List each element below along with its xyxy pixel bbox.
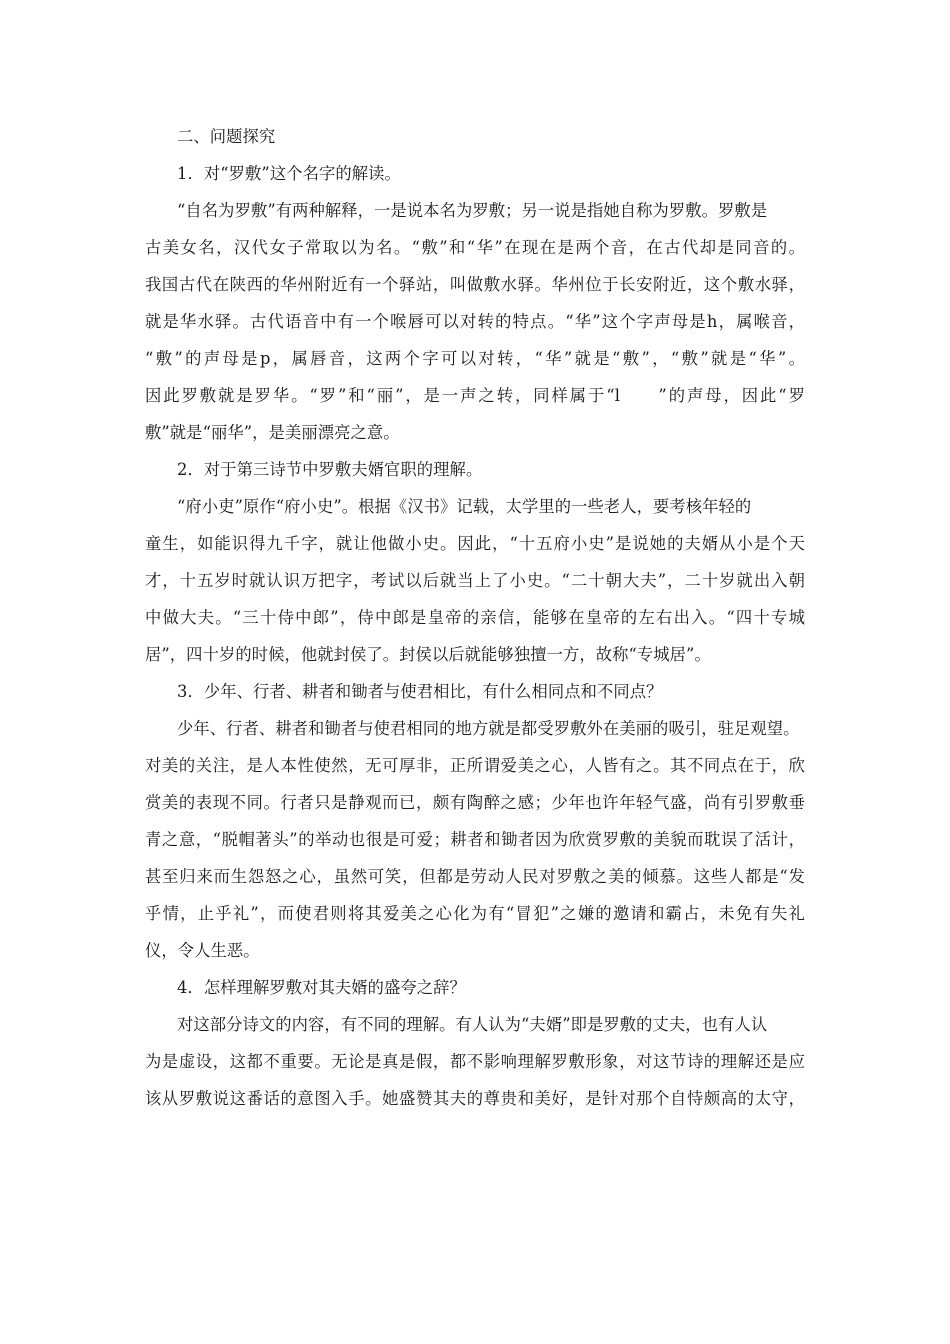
paragraph-line: 中做大夫。“三十侍中郎”，侍中郎是皇帝的亲信，能够在皇帝的左右出入。“四十专城 bbox=[145, 608, 805, 627]
paragraph-line: 乎情，止乎礼”，而使君则将其爱美之心化为有“冒犯”之嫌的邀请和霸占，未免有失礼 bbox=[145, 904, 805, 923]
question-3-answer bbox=[145, 710, 805, 969]
paragraph-line: 敷”就是“丽华”，是美丽漂亮之意。 bbox=[145, 423, 400, 442]
paragraph-line: “府小吏”原作“府小史”。根据《汉书》记载，太学里的一些老人，要考核年轻的 bbox=[177, 497, 752, 516]
paragraph-line: 甚至归来而生怨怒之心，虽然可笑，但都是劳动人民对罗敷之美的倾慕。这些人都是“发 bbox=[145, 867, 805, 886]
paragraph-line: 我国古代在陕西的华州附近有一个驿站，叫做敷水驿。华州位于长安附近，这个敷水驿， bbox=[145, 275, 805, 294]
question-1-title: 1．对“罗敷”这个名字的解读。 bbox=[177, 164, 401, 183]
section-heading: 二、问题探究 bbox=[177, 127, 276, 146]
paragraph-line: 古美女名，汉代女子常取以为名。“敷”和“华”在现在是两个音，在古代却是同音的。 bbox=[145, 238, 805, 257]
question-3-title: 3．少年、行者、耕者和锄者与使君相比，有什么相同点和不同点？ bbox=[177, 682, 663, 701]
question-2-answer bbox=[145, 488, 805, 673]
question-1-answer bbox=[145, 192, 805, 451]
paragraph-line: 赏美的表现不同。行者只是静观而已，颇有陶醉之感；少年也许年轻气盛，尚有引罗敷垂 bbox=[145, 793, 805, 812]
paragraph-line: 该从罗敷说这番话的意图入手。她盛赞其夫的尊贵和美好，是针对那个自恃颇高的太守， bbox=[145, 1089, 805, 1108]
question-2-title: 2．对于第三诗节中罗敷夫婿官职的理解。 bbox=[177, 460, 483, 479]
paragraph-line: 为是虚设，这都不重要。无论是真是假，都不影响理解罗敷形象，对这节诗的理解还是应 bbox=[145, 1052, 805, 1071]
paragraph-line: 青之意，“脱帽著头”的举动也很是可爱；耕者和锄者因为欣赏罗敷的美貌而耽误了活计， bbox=[145, 830, 805, 849]
paragraph-line: “自名为罗敷”有两种解释，一是说本名为罗敷；另一说是指她自称为罗敷。罗敷是 bbox=[177, 201, 768, 220]
paragraph-line: “敷”的声母是p，属唇音，这两个字可以对转，“华”就是“敷”，“敷”就是“华”。 bbox=[145, 349, 805, 368]
paragraph-line: 少年、行者、耕者和锄者与使君相同的地方就是都受罗敷外在美丽的吸引，驻足观望。 bbox=[177, 719, 800, 738]
paragraph-line: 就是华水驿。古代语音中有一个喉唇可以对转的特点。“华”这个字声母是h，属喉音， bbox=[145, 312, 805, 331]
paragraph-line: 因此罗敷就是罗华。“罗”和“丽”，是一声之转，同样属于“l ”的声母，因此“罗 bbox=[145, 386, 805, 405]
paragraph-line: 才，十五岁时就认识万把字，考试以后就当上了小史。“二十朝大夫”，二十岁就出入朝 bbox=[145, 571, 805, 590]
paragraph-line: 仪，令人生恶。 bbox=[145, 941, 260, 960]
question-4-title: 4．怎样理解罗敷对其夫婿的盛夸之辞？ bbox=[177, 978, 466, 997]
question-4-answer bbox=[145, 1006, 805, 1117]
paragraph-line: 对美的关注，是人本性使然，无可厚非，正所谓爱美之心，人皆有之。其不同点在于，欣 bbox=[145, 756, 805, 775]
paragraph-line: 居”，四十岁的时候，他就封侯了。封侯以后就能够独擅一方，故称“专城居”。 bbox=[145, 645, 711, 664]
paragraph-line: 童生，如能识得九千字，就让他做小史。因此，“十五府小史”是说她的夫婿从小是个天 bbox=[145, 534, 805, 553]
document-page bbox=[145, 118, 805, 1117]
paragraph-line: 对这部分诗文的内容，有不同的理解。有人认为“夫婿”即是罗敷的丈夫，也有人认 bbox=[177, 1015, 768, 1034]
